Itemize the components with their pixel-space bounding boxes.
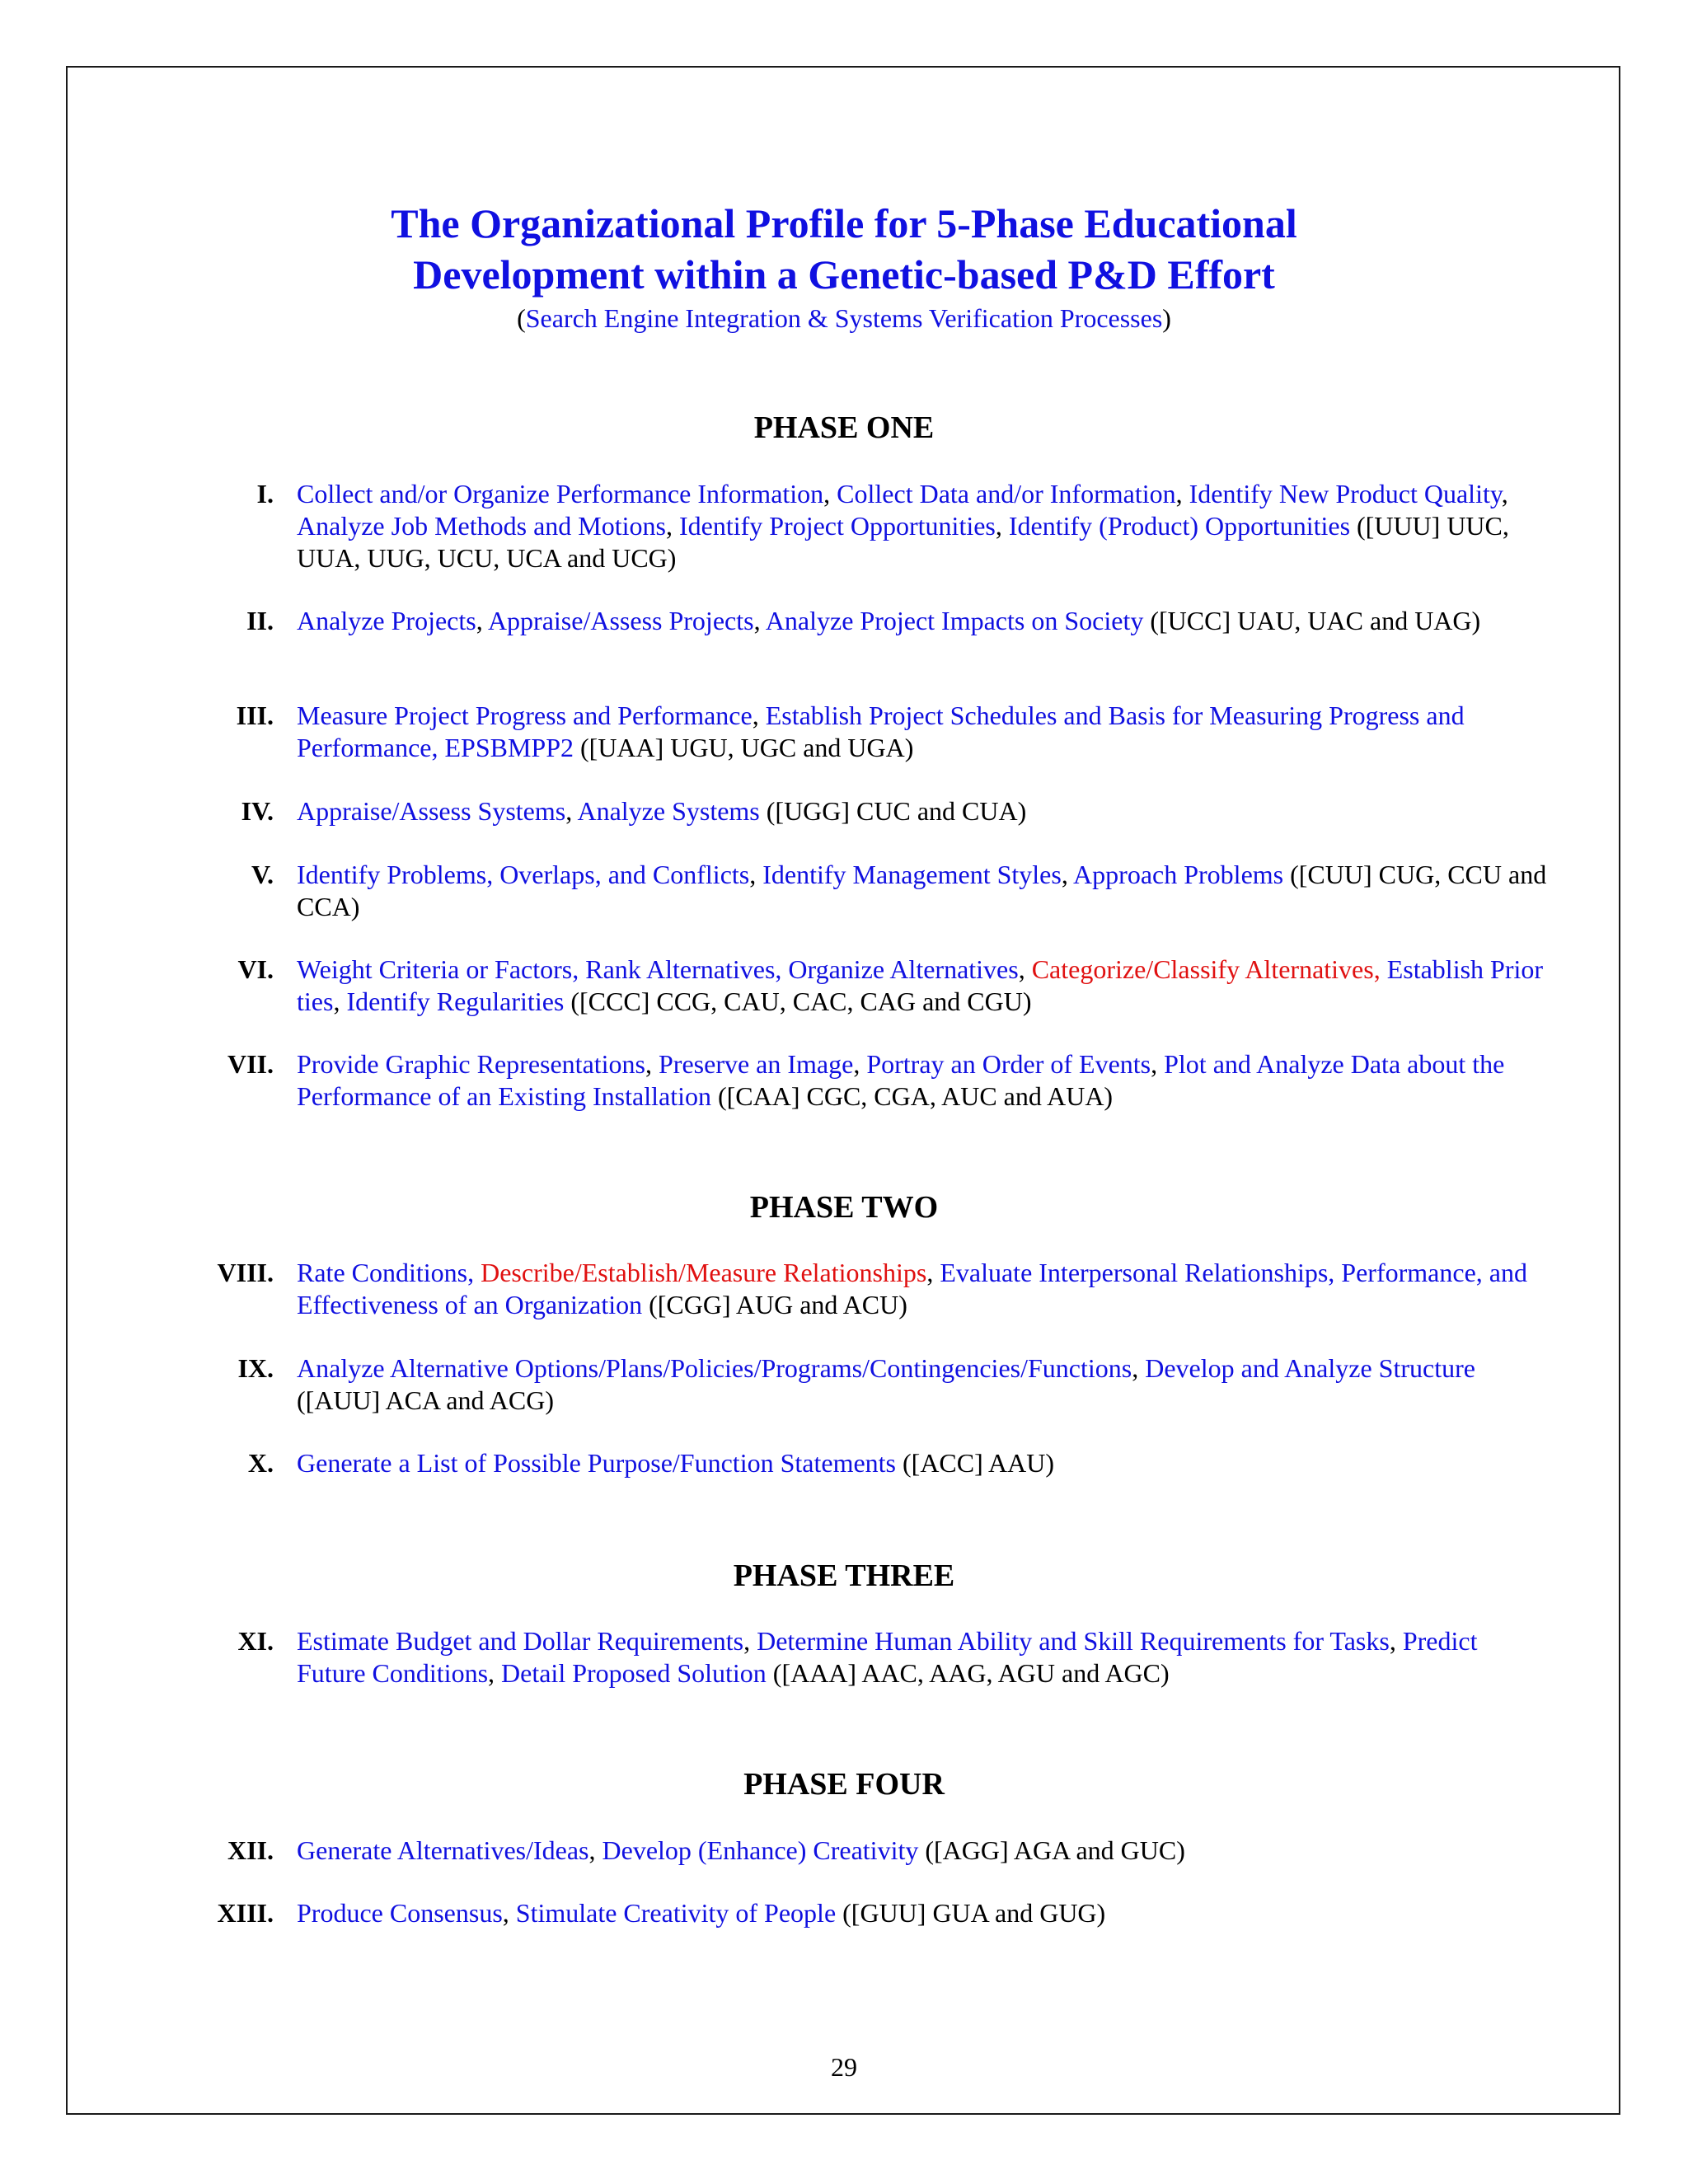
text-run: Appraise/Assess Systems xyxy=(297,796,566,826)
item-text xyxy=(297,1352,1550,1417)
text-run: , xyxy=(853,1049,867,1079)
text-run: ([UUU] UUC, UUA, UUG, UCU, UCA and UCG) xyxy=(297,511,1509,573)
text-run: Develop and Analyze Structure xyxy=(1145,1353,1475,1383)
text-run: , xyxy=(1501,479,1508,509)
text-run: EPSBMPP2 xyxy=(444,733,574,762)
document-title-line-2: Development within a Genetic-based P&D Effort xyxy=(413,251,1275,298)
subtitle-text: Search Engine Integration & Systems Verification Processes xyxy=(525,303,1163,333)
text-run: Analyze Job Methods and Motions xyxy=(297,511,666,541)
item-numeral: IX. xyxy=(237,1353,274,1383)
document-title-line-1: The Organizational Profile for 5-Phase Educational xyxy=(391,200,1297,246)
text-run: ([AUU] ACA and ACG) xyxy=(297,1385,554,1415)
item-text xyxy=(297,1257,1550,1321)
text-run: , xyxy=(1175,479,1189,509)
text-run: Estimate Budget and Dollar Requirements xyxy=(297,1626,744,1656)
text-run: , xyxy=(431,733,445,762)
phase-heading-four: PHASE FOUR xyxy=(743,1767,945,1802)
text-run: Collect Data and/or Information xyxy=(837,479,1176,509)
text-run: ([UCC] UAU, UAC and UAG) xyxy=(1143,606,1481,635)
text-run: Stimulate Creativity of People xyxy=(515,1898,837,1928)
item-text xyxy=(297,859,1550,923)
text-run: , xyxy=(476,606,488,635)
text-run: Categorize/Classify Alternatives, xyxy=(1031,954,1381,984)
text-run: , xyxy=(1389,1626,1403,1656)
item-numeral: XIII. xyxy=(217,1898,274,1928)
text-run: ([CUU] CUG, CCU and CCA) xyxy=(297,860,1547,921)
text-run: Evaluate Interpersonal Relationships, Performance, and Effectiveness of an Organization xyxy=(297,1258,1527,1319)
text-run: , xyxy=(823,479,837,509)
text-run: Measure Project Progress and Performance xyxy=(297,701,753,730)
item-text xyxy=(297,1048,1550,1113)
subtitle-open-paren: ( xyxy=(517,303,526,333)
item-numeral: IV. xyxy=(241,796,274,826)
text-run: Appraise/Assess Projects xyxy=(487,606,754,635)
text-run: ([AGG] AGA and GUC) xyxy=(918,1835,1185,1865)
text-run: , xyxy=(743,1626,757,1656)
item-text xyxy=(297,954,1550,1018)
item-numeral: I. xyxy=(256,479,274,509)
item-numeral: XI. xyxy=(237,1626,274,1656)
text-run: Predict Future Conditions xyxy=(297,1626,1478,1688)
subtitle-close-paren: ) xyxy=(1162,303,1171,333)
text-run: Identify Problems, Overlaps, and Conflicts xyxy=(297,860,750,889)
text-run: Establish Project Schedules and Basis for Measuring Progress and Performance xyxy=(297,701,1465,762)
text-run: Identify Project Opportunities xyxy=(678,511,996,541)
text-run: , xyxy=(565,796,578,826)
text-run: ([CCC] CCG, CAU, CAC, CAG and CGU) xyxy=(564,987,1032,1016)
text-run: Identify (Product) Opportunities xyxy=(1008,511,1351,541)
text-run: ([UGG] CUC and CUA) xyxy=(759,796,1027,826)
text-run: ([AAA] AAC, AAG, AGU and AGC) xyxy=(766,1658,1170,1688)
phase-heading-two: PHASE TWO xyxy=(749,1190,939,1225)
text-run xyxy=(1381,954,1387,984)
text-run: , xyxy=(488,1658,502,1688)
item-text xyxy=(297,1897,1550,1929)
text-run: Analyze Project Impacts on Society xyxy=(765,606,1144,635)
item-text xyxy=(297,478,1550,574)
item-numeral: VI. xyxy=(237,954,274,984)
text-run: , xyxy=(1018,954,1032,984)
text-run: ([GUU] GUA and GUG) xyxy=(836,1898,1106,1928)
text-run: Rate Conditions, xyxy=(297,1258,481,1287)
text-run: Approach Problems xyxy=(1073,860,1284,889)
item-text xyxy=(297,1447,1550,1479)
text-run: Generate Alternatives/Ideas xyxy=(297,1835,589,1865)
text-run: Collect and/or Organize Performance Information xyxy=(297,479,824,509)
text-run: , xyxy=(926,1258,940,1287)
text-run: Provide Graphic Representations xyxy=(297,1049,645,1079)
text-run: , xyxy=(752,701,766,730)
text-run: , xyxy=(753,606,766,635)
page-number: 29 xyxy=(831,2052,857,2082)
phase-heading-three: PHASE THREE xyxy=(733,1558,955,1593)
text-run: Analyze Projects xyxy=(297,606,476,635)
text-run: , xyxy=(1061,860,1074,889)
text-run: Identify New Product Quality xyxy=(1189,479,1502,509)
text-run: Produce Consensus xyxy=(297,1898,503,1928)
text-run: , xyxy=(502,1898,516,1928)
item-numeral: V. xyxy=(251,860,274,889)
item-numeral: III. xyxy=(236,701,274,730)
text-run: , xyxy=(333,987,347,1016)
item-text xyxy=(297,605,1550,637)
text-run: , xyxy=(775,954,789,984)
text-run: ([UAA] UGU, UGC and UGA) xyxy=(574,733,914,762)
item-numeral: VIII. xyxy=(217,1258,274,1287)
text-run: Generate a List of Possible Purpose/Function Statements xyxy=(297,1448,896,1478)
item-numeral: VII. xyxy=(227,1049,274,1079)
title-block xyxy=(0,198,1688,335)
text-run: Determine Human Ability and Skill Requirements for Tasks xyxy=(757,1626,1390,1656)
item-text xyxy=(297,1625,1550,1690)
item-text xyxy=(297,795,1550,827)
text-run: , xyxy=(995,511,1009,541)
item-numeral: XII. xyxy=(227,1835,274,1865)
text-run: , xyxy=(588,1835,603,1865)
item-numeral: X. xyxy=(247,1448,274,1478)
text-run: Establish Prior ties xyxy=(297,954,1544,1016)
phase-heading-one: PHASE ONE xyxy=(753,410,935,445)
text-run: Plot and Analyze Data about the Performance of an Existing Installation xyxy=(297,1049,1505,1111)
item-text xyxy=(297,700,1550,764)
text-run: ([CGG] AUG and ACU) xyxy=(642,1290,907,1319)
document-subtitle xyxy=(0,302,1688,335)
item-text xyxy=(297,1835,1550,1867)
text-run: ([CAA] CGC, CGA, AUC and AUA) xyxy=(710,1081,1114,1111)
text-run: Develop (Enhance) Creativity xyxy=(602,1835,919,1865)
text-run: Describe/Establish/Measure Relationships xyxy=(481,1258,927,1287)
text-run: ([ACC] AAU) xyxy=(896,1448,1054,1478)
text-run: , xyxy=(1132,1353,1146,1383)
item-numeral: II. xyxy=(246,606,274,635)
text-run: Analyze Systems xyxy=(577,796,760,826)
text-run: Organize Alternatives xyxy=(788,954,1019,984)
text-run: Weight Criteria or Factors, Rank Alternatives xyxy=(297,954,776,984)
text-run: , xyxy=(749,860,763,889)
text-run: Identify Management Styles xyxy=(762,860,1062,889)
text-run: , xyxy=(665,511,679,541)
text-run: Preserve an Image xyxy=(659,1049,854,1079)
text-run: , xyxy=(645,1049,659,1079)
text-run: Analyze Alternative Options/Plans/Policies/Programs/Contingencies/Functions xyxy=(297,1353,1132,1383)
text-run: , xyxy=(1151,1049,1165,1079)
text-run: Identify Regularities xyxy=(346,987,565,1016)
text-run: Portray an Order of Events xyxy=(866,1049,1151,1079)
text-run: Detail Proposed Solution xyxy=(501,1658,767,1688)
